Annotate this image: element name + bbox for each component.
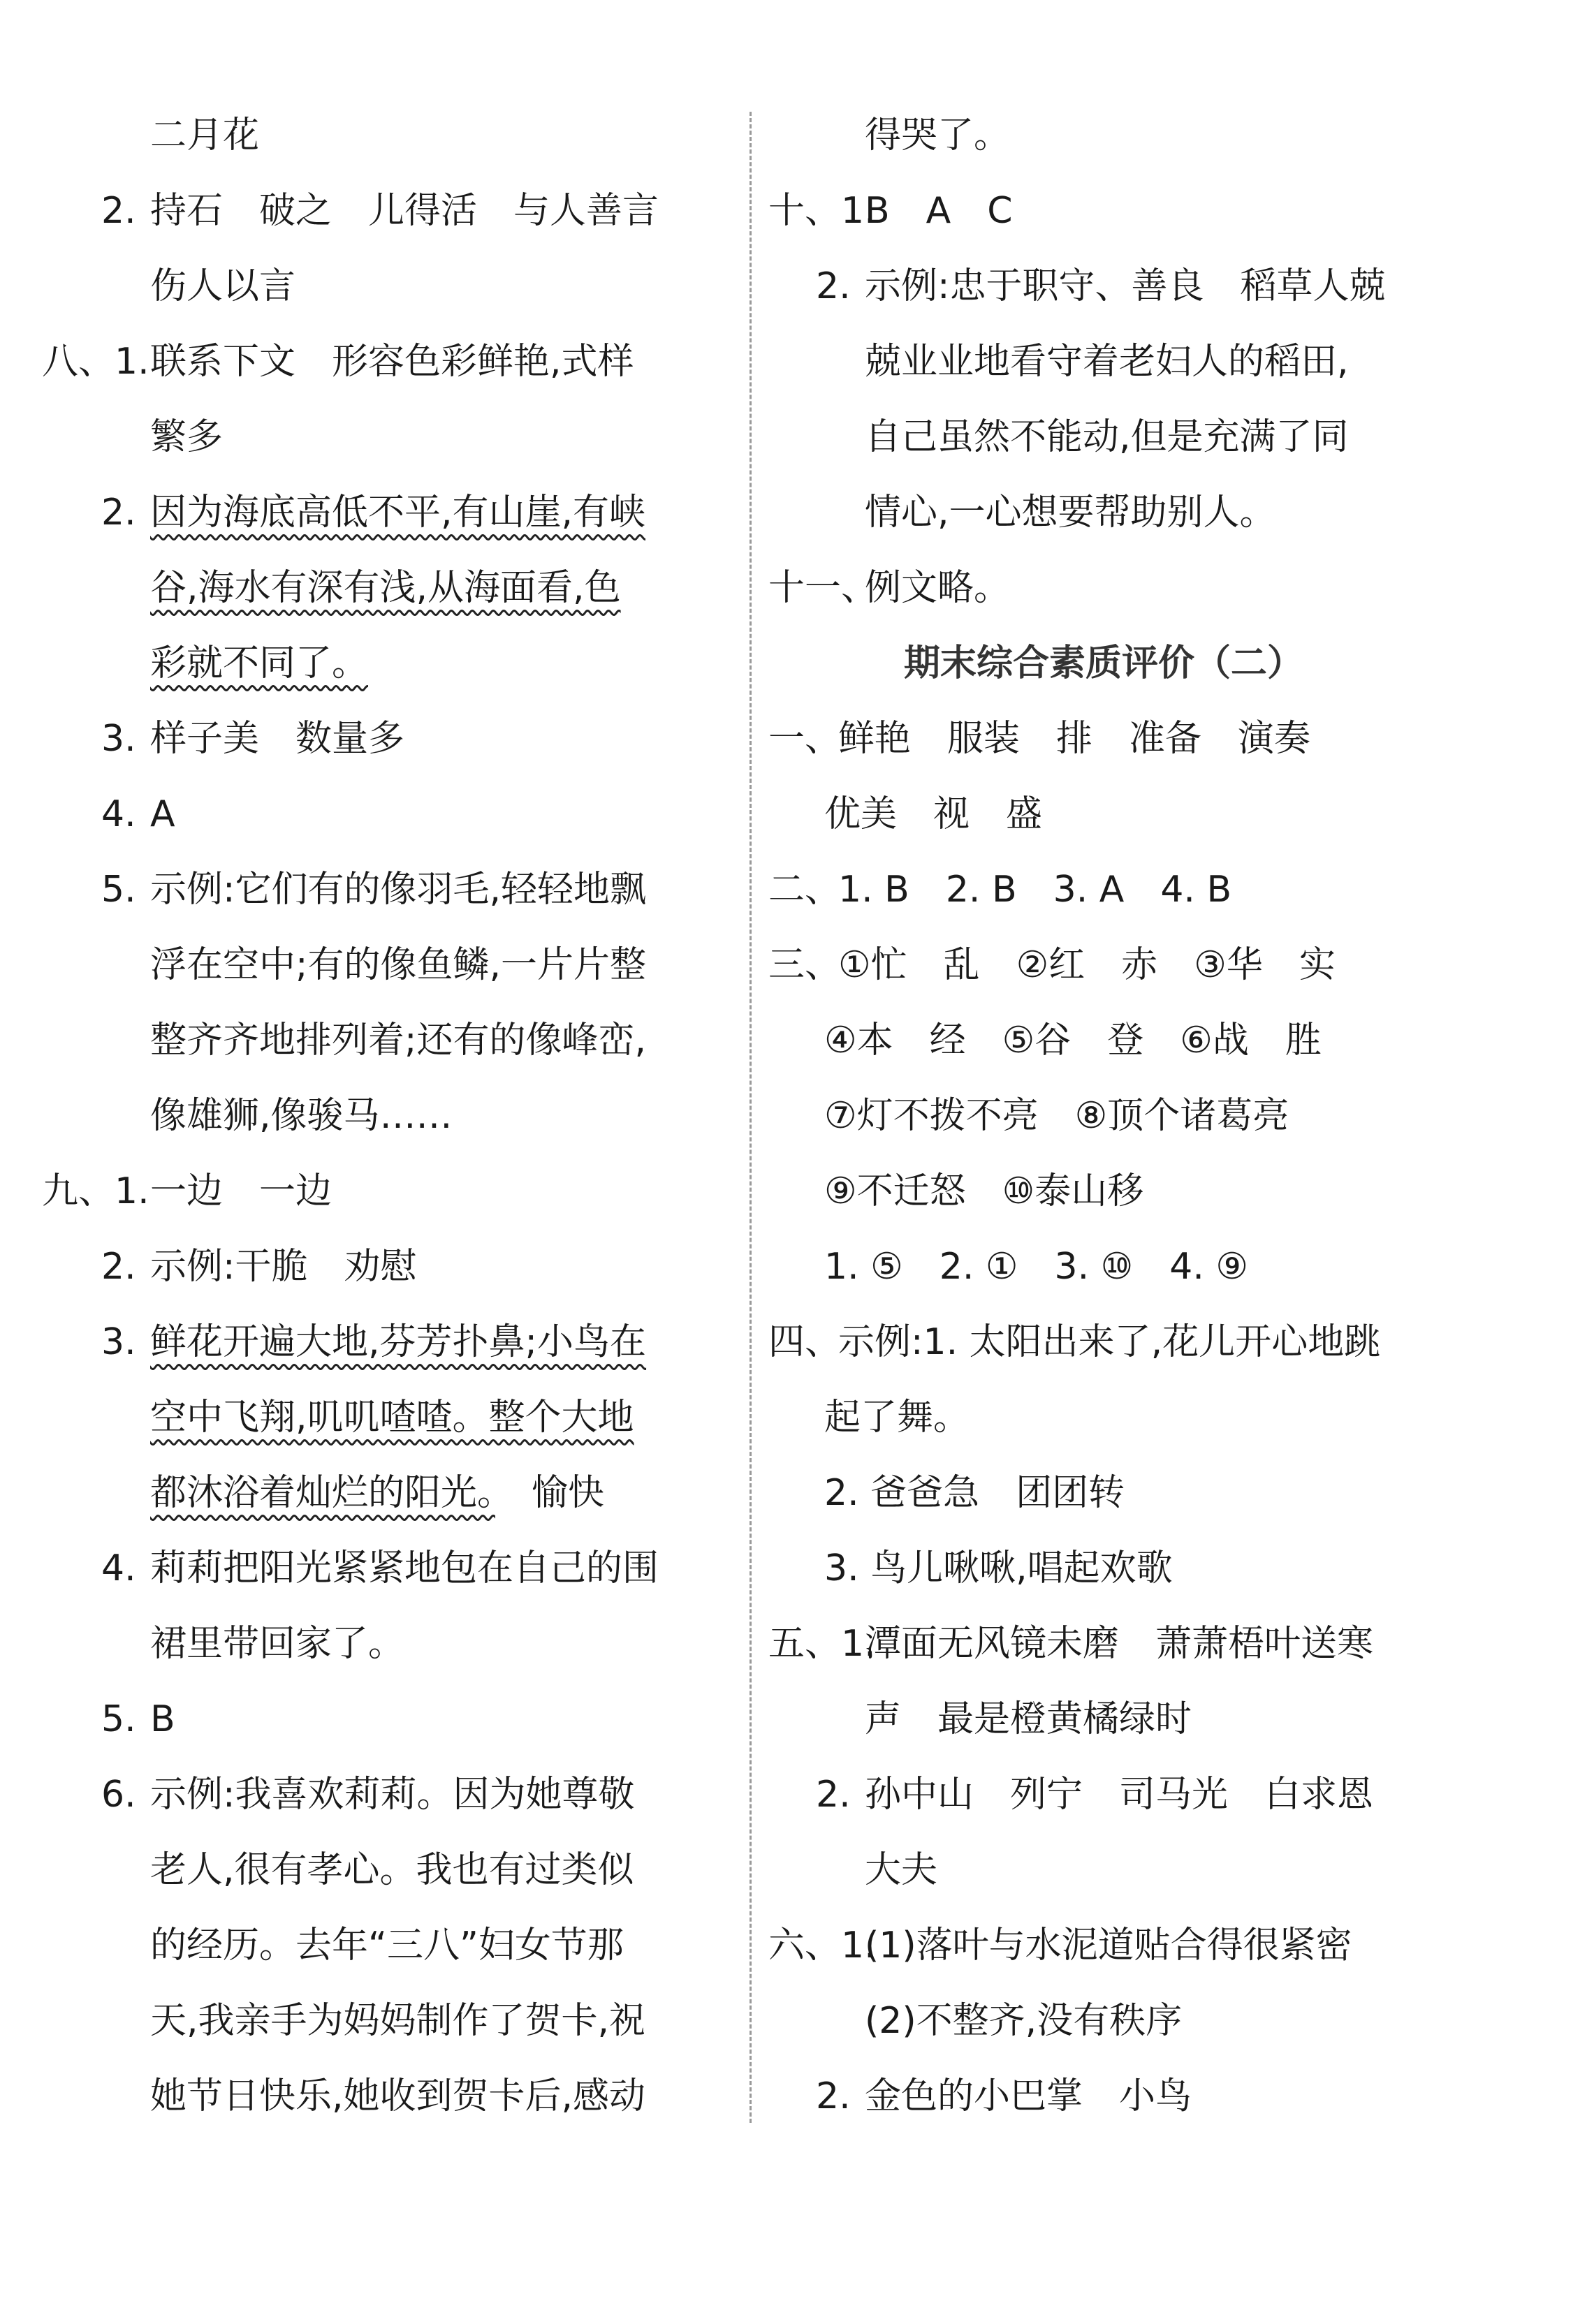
text: 莉莉把阳光紧紧地包在自己的围 (150, 1547, 659, 1589)
answer-text (824, 1078, 1289, 1154)
answer-line (42, 550, 712, 626)
text: A (150, 793, 175, 835)
question-number: 4. (101, 793, 136, 835)
answer-line (42, 173, 712, 249)
question-number: 三、 (768, 944, 842, 986)
answer-line (42, 249, 712, 324)
answer-text (150, 2059, 645, 2134)
question-number: 八、1. (42, 341, 149, 383)
answer-line (768, 98, 1439, 173)
answer-line (768, 1003, 1439, 1078)
question-number: 十一、 (768, 567, 878, 609)
answer-text (150, 399, 223, 475)
answer-line (768, 173, 1439, 249)
text: 示例:忠于职守、善良 稻草人兢 (865, 265, 1386, 307)
answer-text (838, 1304, 1380, 1380)
answer-text (150, 475, 645, 550)
text: B A C (865, 190, 1013, 232)
answer-text (865, 1606, 1373, 1682)
answer-text (838, 701, 1310, 777)
answer-text (150, 1682, 175, 1757)
text: ④本 经 ⑤谷 登 ⑥战 胜 (824, 1020, 1322, 1061)
text: B (150, 1698, 175, 1740)
answer-line (768, 1229, 1439, 1304)
text: 浮在空中;有的像鱼鳞,一片片整 (150, 944, 647, 986)
text: 情心,一心想要帮助别人。 (865, 492, 1276, 534)
answer-line (768, 852, 1439, 927)
answer-line (768, 1455, 1439, 1531)
answer-text (150, 550, 621, 626)
question-number: 四、 (768, 1321, 842, 1363)
text: 像雄狮,像骏马…… (150, 1095, 453, 1137)
answer-line (768, 475, 1439, 550)
answer-line (42, 1455, 712, 1531)
answer-text (150, 852, 646, 927)
answer-text (150, 1229, 417, 1304)
answer-text (865, 249, 1386, 324)
text: 样子美 数量多 (150, 718, 405, 760)
column-divider (750, 112, 752, 2123)
answer-text (865, 98, 1010, 173)
text: 伤人以言 (150, 265, 296, 307)
text: ①忙 乱 ②红 赤 ③华 实 (838, 944, 1336, 986)
answer-line (42, 1606, 712, 1682)
answer-text (824, 777, 1042, 852)
underlined-text: 彩就不同了。 (150, 642, 369, 684)
question-number: 4. (101, 1547, 136, 1589)
question-number: 2. (816, 2075, 851, 2117)
answer-text (150, 1380, 634, 1455)
question-number: 2. (101, 1246, 136, 1288)
answer-text (150, 1832, 634, 1908)
answer-text (150, 1531, 659, 1606)
answer-text (824, 1531, 1173, 1606)
question-number: 五、1. (768, 1623, 876, 1665)
answer-line (768, 249, 1439, 324)
answer-text (150, 626, 368, 701)
answer-line (42, 927, 712, 1003)
answer-line (768, 1682, 1439, 1757)
answer-line (42, 1304, 712, 1380)
answer-text (824, 1003, 1322, 1078)
answer-text (865, 173, 1013, 249)
answer-line (42, 1154, 712, 1229)
question-number: 2. (816, 265, 851, 307)
answer-line (768, 1606, 1439, 1682)
text: 兢业业地看守着老妇人的稻田, (865, 341, 1349, 383)
text: 持石 破之 儿得活 与人善言 (150, 190, 659, 232)
answer-line (768, 1078, 1439, 1154)
answer-line (768, 1832, 1439, 1908)
text: 的经历。去年“三八”妇女节那 (150, 1925, 624, 1966)
answer-line (768, 1304, 1439, 1380)
answer-line (768, 324, 1439, 399)
answer-text (150, 1455, 604, 1531)
answer-text (150, 1908, 624, 1983)
answer-text (150, 1606, 404, 1682)
answer-text (865, 475, 1276, 550)
question-number: 九、1. (42, 1170, 149, 1212)
question-number: 6. (101, 1774, 136, 1816)
answer-text (150, 249, 295, 324)
answer-line (42, 324, 712, 399)
text: 一边 一边 (150, 1170, 332, 1212)
text: 鲜艳 服装 排 准备 演奏 (838, 718, 1311, 760)
answer-text (865, 1832, 937, 1908)
answer-line (42, 1757, 712, 1832)
answer-line (768, 1154, 1439, 1229)
text: 示例:它们有的像羽毛,轻轻地飘 (150, 869, 647, 911)
right-column (768, 98, 1439, 2134)
text: 1. ⑤ 2. ① 3. ⑩ 4. ⑨ (824, 1246, 1249, 1288)
answer-line (42, 777, 712, 852)
answer-line (768, 1380, 1439, 1455)
text: 声 最是橙黄橘绿时 (865, 1698, 1192, 1740)
answer-text (150, 701, 404, 777)
answer-text (150, 1983, 645, 2059)
text: 2. 爸爸急 团团转 (824, 1472, 1125, 1514)
question-number: 5. (101, 1698, 136, 1740)
answer-line (42, 1832, 712, 1908)
answer-line (42, 1983, 712, 2059)
text: 联系下文 形容色彩鲜艳,式样 (150, 341, 634, 383)
text: 优美 视 盛 (824, 793, 1043, 835)
answer-text (150, 927, 646, 1003)
answer-line (768, 927, 1439, 1003)
answer-text (865, 1682, 1192, 1757)
question-number: 六、1. (768, 1925, 876, 1966)
answer-line (768, 1983, 1439, 2059)
answer-text (150, 173, 659, 249)
answer-text (150, 1003, 646, 1078)
text: 示例:干脆 劝慰 (150, 1246, 417, 1288)
answer-line (768, 1531, 1439, 1606)
text: 示例:1. 太阳出来了,花儿开心地跳 (838, 1321, 1381, 1363)
answer-line (42, 1229, 712, 1304)
answer-line (768, 1908, 1439, 1983)
question-number: 二、 (768, 869, 842, 911)
text: 自己虽然不能动,但是充满了同 (865, 416, 1349, 458)
text: 大夫 (865, 1849, 938, 1891)
answer-text (865, 1757, 1373, 1832)
text: 例文略。 (865, 567, 1011, 609)
answer-text (824, 1380, 970, 1455)
answer-text (824, 1229, 1248, 1304)
answer-text (150, 1757, 635, 1832)
answer-line (768, 777, 1439, 852)
answer-line (768, 1757, 1439, 1832)
answer-text (838, 927, 1336, 1003)
answer-text (865, 550, 1010, 626)
answer-line (42, 475, 712, 550)
text: 潭面无风镜未磨 萧萧梧叶送寒 (865, 1623, 1374, 1665)
question-number: 2. (816, 1774, 851, 1816)
text: 繁多 (150, 416, 224, 458)
answer-text (824, 1154, 1143, 1229)
answer-text (865, 324, 1349, 399)
answer-line (768, 701, 1439, 777)
text: (1)落叶与水泥道贴合得很紧密 (865, 1925, 1352, 1966)
answer-text (150, 1304, 646, 1380)
left-column (42, 98, 712, 2134)
answer-line (768, 550, 1439, 626)
answer-line (42, 701, 712, 777)
text: 得哭了。 (865, 115, 1011, 156)
answer-text (865, 1908, 1352, 1983)
text: 示例:我喜欢莉莉。因为她尊敬 (150, 1774, 635, 1816)
answer-line (768, 2059, 1439, 2134)
extra-answer: 愉快 (495, 1472, 605, 1514)
text: 二月花 (150, 115, 260, 156)
text: 老人,很有孝心。我也有过类似 (150, 1849, 634, 1891)
answer-text (838, 852, 1231, 927)
answer-line (42, 98, 712, 173)
text: 天,我亲手为妈妈制作了贺卡,祝 (150, 2000, 646, 2042)
answer-line (768, 399, 1439, 475)
answer-line (42, 852, 712, 927)
underlined-text: 空中飞翔,叽叽喳喳。整个大地 (150, 1397, 634, 1439)
text: 整齐齐地排列着;还有的像峰峦, (150, 1020, 647, 1061)
text: 1. B 2. B 3. A 4. B (838, 869, 1232, 911)
text: 金色的小巴掌 小鸟 (865, 2075, 1192, 2117)
answer-text (150, 777, 175, 852)
underlined-text: 都沐浴着灿烂的阳光。 (150, 1472, 496, 1514)
answer-line (42, 1078, 712, 1154)
answer-line (42, 1531, 712, 1606)
text: (2)不整齐,没有秩序 (865, 2000, 1183, 2042)
question-number: 5. (101, 869, 136, 911)
text: 3. 鸟儿啾啾,唱起欢歌 (824, 1547, 1173, 1589)
answer-text (150, 98, 259, 173)
underlined-text: 因为海底高低不平,有山崖,有峡 (150, 492, 646, 534)
underlined-text: 谷,海水有深有浅,从海面看,色 (150, 567, 621, 609)
answer-line (42, 2059, 712, 2134)
answer-line (42, 1380, 712, 1455)
underlined-text: 鲜花开遍大地,芬芳扑鼻;小鸟在 (150, 1321, 647, 1363)
text: 她节日快乐,她收到贺卡后,感动 (150, 2075, 646, 2117)
answer-line (42, 1003, 712, 1078)
answer-text (865, 399, 1349, 475)
text: 起了舞。 (824, 1397, 970, 1439)
answer-text (150, 324, 634, 399)
text: ⑨不迁怒 ⑩泰山移 (824, 1170, 1144, 1212)
answer-line (42, 1682, 712, 1757)
answer-line (42, 626, 712, 701)
answer-line (42, 1908, 712, 1983)
question-number: 3. (101, 1321, 136, 1363)
question-number: 十、1. (768, 190, 876, 232)
answer-text (150, 1154, 332, 1229)
answer-text (865, 2059, 1192, 2134)
answer-text (150, 1078, 453, 1154)
answer-line (42, 399, 712, 475)
text: 孙中山 列宁 司马光 白求恩 (865, 1774, 1374, 1816)
question-number: 2. (101, 190, 136, 232)
text: ⑦灯不拨不亮 ⑧顶个诸葛亮 (824, 1095, 1289, 1137)
section-heading: 期末综合素质评价（二） (903, 642, 1303, 684)
question-number: 3. (101, 718, 136, 760)
question-number: 2. (101, 492, 136, 534)
answer-text (865, 1983, 1182, 2059)
question-number: 一、 (768, 718, 842, 760)
answer-text (824, 1455, 1125, 1531)
text: 裙里带回家了。 (150, 1623, 405, 1665)
